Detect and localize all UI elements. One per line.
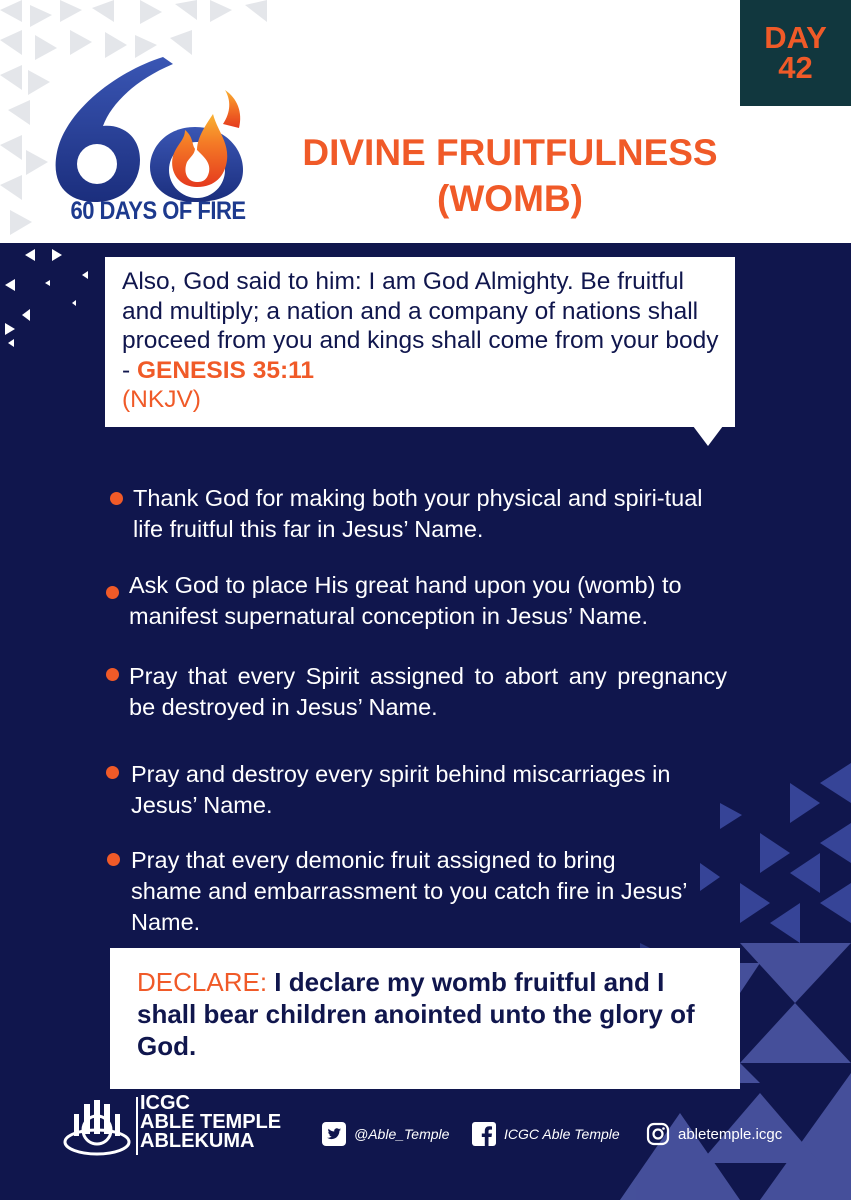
prayer-item-2: Ask God to place His great hand upon you (womb) to manifest supernatural conception in Jesus’ Name. — [129, 572, 682, 629]
header-area — [0, 0, 851, 243]
prayer-item-4: Pray and destroy every spirit behind miscarriages in Jesus’ Name. — [131, 761, 671, 818]
bullet-dot — [107, 853, 120, 866]
day-number: 42 — [778, 50, 813, 85]
verse-reference: GENESIS 35:11 — [136, 356, 315, 384]
prayer-item-5: Pray that every demonic fruit assigned to bring shame and embarrassment to you catch fire in Jesus’ Name. — [131, 847, 687, 935]
page-title — [270, 130, 750, 222]
bullet-dot — [106, 766, 119, 779]
bullet-dot — [110, 492, 123, 505]
verse-box-tail — [693, 426, 723, 446]
declaration-text — [137, 966, 727, 1062]
declaration-body: I declare my womb fruitful and I shall bear children anointed unto the glory of God. — [137, 967, 695, 1061]
day-label: DAY — [764, 20, 827, 55]
instagram-handle[interactable] — [646, 1122, 816, 1148]
church-line-1: ICGC — [140, 1092, 190, 1114]
day-badge — [740, 0, 851, 106]
prayer-item-3: Pray that every Spirit assigned to abort any pregnancy be destroyed in Jesus’ Name. — [129, 663, 727, 720]
facebook-page[interactable] — [472, 1122, 642, 1148]
church-divider — [136, 1097, 138, 1155]
twitter-handle-text: @Able_Temple — [354, 1126, 450, 1142]
bullet-dot — [106, 586, 119, 599]
verse-version: (NKJV) — [122, 386, 201, 413]
church-name — [140, 1094, 281, 1151]
facebook-icon — [472, 1122, 496, 1146]
church-line-2: ABLE TEMPLE — [140, 1111, 282, 1133]
verse-text — [122, 267, 727, 415]
church-building-icon — [62, 1098, 132, 1160]
title-line-1: DIVINE FRUITFULNESS — [302, 132, 718, 173]
twitter-handle[interactable] — [322, 1122, 472, 1148]
instagram-icon — [646, 1122, 670, 1146]
logo-caption: 60 DAYS OF FIRE — [70, 196, 246, 225]
bullet-dot — [106, 668, 119, 681]
church-line-3: ABLEKUMA — [140, 1130, 255, 1152]
declaration-label: DECLARE: — [137, 967, 268, 997]
title-line-2: (WOMB) — [437, 178, 583, 219]
instagram-handle-text: abletemple.icgc — [678, 1126, 783, 1143]
verse-body: Also, God said to him: I am God Almighty. Be fruitful and multiply; a nation and a company of nations shall proceed from you and kings shall come from your body - — [122, 268, 719, 384]
twitter-icon — [322, 1122, 346, 1146]
facebook-page-text: ICGC Able Temple — [504, 1126, 620, 1142]
prayer-item-1: Thank God for making both your physical and spiri-tual life fruitful this far in Jesus’ Name. — [133, 485, 703, 542]
